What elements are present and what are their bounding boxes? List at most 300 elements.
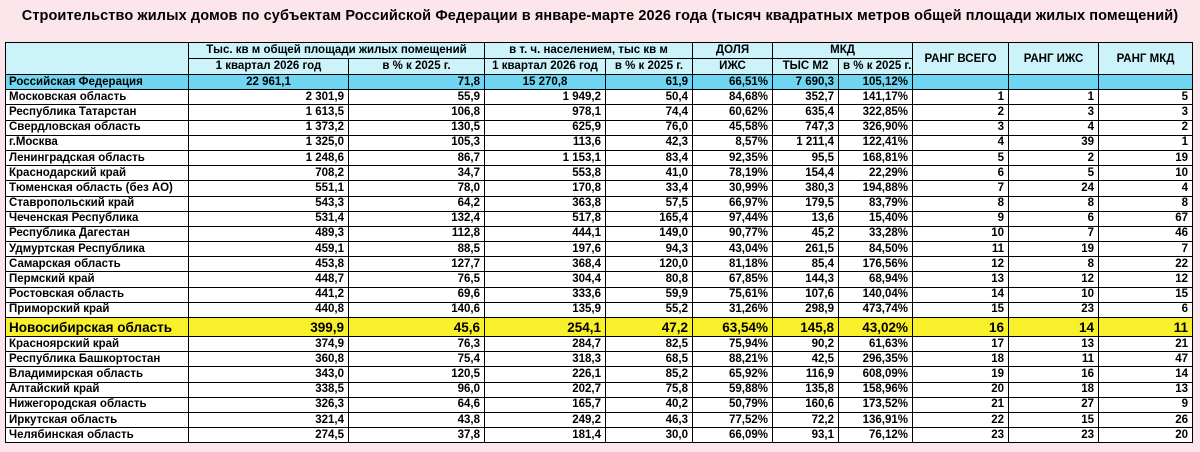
population-pct: 76,0: [606, 120, 693, 135]
total-area: 1 248,6: [189, 150, 349, 165]
total-pct: 76,3: [349, 337, 485, 352]
rank-total: 21: [913, 397, 1009, 412]
rank-total: 16: [913, 318, 1009, 337]
mkd-pct: 15,40%: [839, 211, 913, 226]
izhs-share: 60,62%: [693, 105, 773, 120]
mkd-area: 261,5: [773, 242, 839, 257]
population-area: 318,3: [485, 352, 606, 367]
rank-mkd: 22: [1099, 257, 1193, 272]
rank-total: 11: [913, 242, 1009, 257]
rank-mkd: 19: [1099, 150, 1193, 165]
population-pct: 33,4: [606, 181, 693, 196]
mkd-area: 95,5: [773, 150, 839, 165]
rank-izhs: 19: [1009, 242, 1099, 257]
federation-rank-total: [913, 75, 1009, 90]
population-area: 1 153,1: [485, 150, 606, 165]
region-name: Иркутская область: [6, 412, 189, 427]
table-row: [6, 226, 1193, 241]
mkd-pct: 326,90%: [839, 120, 913, 135]
total-pct: 55,9: [349, 90, 485, 105]
rank-izhs: 12: [1009, 272, 1099, 287]
rank-mkd: 21: [1099, 337, 1193, 352]
header-rank-mkd: РАНГ МКД: [1099, 43, 1193, 75]
rank-mkd: 15: [1099, 287, 1193, 302]
mkd-area: 85,4: [773, 257, 839, 272]
federation-rank-mkd: [1099, 75, 1193, 90]
population-pct: 50,4: [606, 90, 693, 105]
population-area: 181,4: [485, 428, 606, 443]
izhs-share: 67,85%: [693, 272, 773, 287]
population-area: 249,2: [485, 412, 606, 427]
population-area: 113,6: [485, 135, 606, 150]
mkd-area: 144,3: [773, 272, 839, 287]
population-area: 625,9: [485, 120, 606, 135]
izhs-share: 59,88%: [693, 382, 773, 397]
izhs-share: 66,09%: [693, 428, 773, 443]
total-pct: 86,7: [349, 150, 485, 165]
mkd-pct: 140,04%: [839, 287, 913, 302]
izhs-share: 90,77%: [693, 226, 773, 241]
izhs-share: 81,18%: [693, 257, 773, 272]
federation-name: Российская Федерация: [6, 75, 189, 90]
population-area: 363,8: [485, 196, 606, 211]
population-area: 202,7: [485, 382, 606, 397]
mkd-area: 635,4: [773, 105, 839, 120]
rank-izhs: 10: [1009, 287, 1099, 302]
mkd-pct: 158,96%: [839, 382, 913, 397]
total-area: 489,3: [189, 226, 349, 241]
region-name: Пермский край: [6, 272, 189, 287]
header-q1: 1 квартал 2026 год: [189, 59, 349, 75]
population-pct: 57,5: [606, 196, 693, 211]
population-area: 517,8: [485, 211, 606, 226]
izhs-share: 50,79%: [693, 397, 773, 412]
total-pct: 78,0: [349, 181, 485, 196]
rank-izhs: 7: [1009, 226, 1099, 241]
total-area: 543,3: [189, 196, 349, 211]
federation-pop: 15 270,8: [485, 75, 606, 90]
total-pct: 43,8: [349, 412, 485, 427]
mkd-pct: 141,17%: [839, 90, 913, 105]
mkd-pct: 84,50%: [839, 242, 913, 257]
total-area: 399,9: [189, 318, 349, 337]
total-area: 274,5: [189, 428, 349, 443]
region-name: Алтайский край: [6, 382, 189, 397]
table-row: [6, 302, 1193, 317]
total-area: 338,5: [189, 382, 349, 397]
federation-mkd-pct: 105,12%: [839, 75, 913, 90]
table-row: [6, 150, 1193, 165]
izhs-share: 45,58%: [693, 120, 773, 135]
izhs-share: 75,94%: [693, 337, 773, 352]
rank-mkd: 3: [1099, 105, 1193, 120]
rank-mkd: 11: [1099, 318, 1193, 337]
rank-izhs: 6: [1009, 211, 1099, 226]
total-area: 360,8: [189, 352, 349, 367]
table-row: [6, 181, 1193, 196]
rank-total: 13: [913, 272, 1009, 287]
izhs-share: 92,35%: [693, 150, 773, 165]
rank-izhs: 23: [1009, 428, 1099, 443]
rank-total: 23: [913, 428, 1009, 443]
rank-izhs: 11: [1009, 352, 1099, 367]
rank-mkd: 1: [1099, 135, 1193, 150]
population-area: 197,6: [485, 242, 606, 257]
rank-mkd: 5: [1099, 90, 1193, 105]
rank-mkd: 13: [1099, 382, 1193, 397]
region-name: Ставропольский край: [6, 196, 189, 211]
population-area: 254,1: [485, 318, 606, 337]
population-area: 284,7: [485, 337, 606, 352]
total-pct: 45,6: [349, 318, 485, 337]
rank-mkd: 46: [1099, 226, 1193, 241]
header-rank-total: РАНГ ВСЕГО: [913, 43, 1009, 75]
total-area: 440,8: [189, 302, 349, 317]
rank-mkd: 2: [1099, 120, 1193, 135]
mkd-area: 352,7: [773, 90, 839, 105]
total-pct: 69,6: [349, 287, 485, 302]
mkd-area: 145,8: [773, 318, 839, 337]
region-name: Чеченская Республика: [6, 211, 189, 226]
rank-mkd: 67: [1099, 211, 1193, 226]
population-area: 304,4: [485, 272, 606, 287]
total-pct: 130,5: [349, 120, 485, 135]
rank-total: 22: [913, 412, 1009, 427]
table-row: [6, 397, 1193, 412]
region-name: Владимирская область: [6, 367, 189, 382]
total-pct: 64,2: [349, 196, 485, 211]
mkd-pct: 608,09%: [839, 367, 913, 382]
izhs-share: 66,97%: [693, 196, 773, 211]
rank-izhs: 3: [1009, 105, 1099, 120]
population-pct: 74,4: [606, 105, 693, 120]
region-name: г.Москва: [6, 135, 189, 150]
total-area: 448,7: [189, 272, 349, 287]
region-name: Удмуртская Республика: [6, 242, 189, 257]
mkd-area: 380,3: [773, 181, 839, 196]
mkd-pct: 194,88%: [839, 181, 913, 196]
total-area: 459,1: [189, 242, 349, 257]
total-pct: 106,8: [349, 105, 485, 120]
header-mkd: МКД: [773, 43, 913, 59]
population-pct: 41,0: [606, 166, 693, 181]
population-pct: 42,3: [606, 135, 693, 150]
total-pct: 140,6: [349, 302, 485, 317]
table-row: [6, 352, 1193, 367]
mkd-pct: 176,56%: [839, 257, 913, 272]
rank-izhs: 14: [1009, 318, 1099, 337]
population-area: 226,1: [485, 367, 606, 382]
mkd-area: 160,6: [773, 397, 839, 412]
region-name: Челябинская область: [6, 428, 189, 443]
mkd-area: 107,6: [773, 287, 839, 302]
izhs-share: 88,21%: [693, 352, 773, 367]
rank-mkd: 14: [1099, 367, 1193, 382]
population-pct: 165,4: [606, 211, 693, 226]
total-area: 441,2: [189, 287, 349, 302]
rank-total: 17: [913, 337, 1009, 352]
housing-table: [5, 42, 1193, 443]
total-pct: 120,5: [349, 367, 485, 382]
rank-izhs: 5: [1009, 166, 1099, 181]
mkd-pct: 473,74%: [839, 302, 913, 317]
total-pct: 64,6: [349, 397, 485, 412]
total-pct: 37,8: [349, 428, 485, 443]
table-row: [6, 211, 1193, 226]
izhs-share: 77,52%: [693, 412, 773, 427]
mkd-area: 93,1: [773, 428, 839, 443]
table-row: [6, 166, 1193, 181]
federation-rank-izhs: [1009, 75, 1099, 90]
total-area: 551,1: [189, 181, 349, 196]
rank-total: 5: [913, 150, 1009, 165]
federation-row: [6, 75, 1193, 90]
total-area: 1 613,5: [189, 105, 349, 120]
izhs-share: 63,54%: [693, 318, 773, 337]
region-name: Приморский край: [6, 302, 189, 317]
region-name: Новосибирская область: [6, 318, 189, 337]
header-q1-pop: 1 квартал 2026 год: [485, 59, 606, 75]
mkd-area: 72,2: [773, 412, 839, 427]
total-area: 2 301,9: [189, 90, 349, 105]
rank-total: 7: [913, 181, 1009, 196]
region-name: Тюменская область (без АО): [6, 181, 189, 196]
header-izhs: ИЖС: [693, 59, 773, 75]
header-population-group: в т. ч. населением, тыс кв м: [485, 43, 693, 59]
population-pct: 40,2: [606, 397, 693, 412]
mkd-pct: 173,52%: [839, 397, 913, 412]
region-name: Республика Дагестан: [6, 226, 189, 241]
population-pct: 55,2: [606, 302, 693, 317]
table-row: [6, 382, 1193, 397]
total-area: 531,4: [189, 211, 349, 226]
rank-izhs: 16: [1009, 367, 1099, 382]
mkd-pct: 296,35%: [839, 352, 913, 367]
population-area: 553,8: [485, 166, 606, 181]
mkd-area: 298,9: [773, 302, 839, 317]
izhs-share: 8,57%: [693, 135, 773, 150]
total-pct: 88,5: [349, 242, 485, 257]
total-pct: 96,0: [349, 382, 485, 397]
mkd-pct: 83,79%: [839, 196, 913, 211]
region-name: Свердловская область: [6, 120, 189, 135]
rank-izhs: 27: [1009, 397, 1099, 412]
rank-izhs: 8: [1009, 257, 1099, 272]
page-title: Строительство жилых домов по субъектам Российской Федерации в январе-марте 2026 года (тысяч квадратных метров общей площади жилых помещений): [21, 8, 1179, 24]
region-name: Нижегородская область: [6, 397, 189, 412]
total-area: 708,2: [189, 166, 349, 181]
population-pct: 120,0: [606, 257, 693, 272]
population-area: 170,8: [485, 181, 606, 196]
total-area: 343,0: [189, 367, 349, 382]
rank-izhs: 18: [1009, 382, 1099, 397]
table-row: [6, 90, 1193, 105]
mkd-area: 45,2: [773, 226, 839, 241]
rank-izhs: 15: [1009, 412, 1099, 427]
table-row: [6, 135, 1193, 150]
total-pct: 127,7: [349, 257, 485, 272]
rank-mkd: 26: [1099, 412, 1193, 427]
rank-mkd: 7: [1099, 242, 1193, 257]
rank-mkd: 6: [1099, 302, 1193, 317]
izhs-share: 65,92%: [693, 367, 773, 382]
rank-izhs: 23: [1009, 302, 1099, 317]
region-name: Московская область: [6, 90, 189, 105]
mkd-pct: 122,41%: [839, 135, 913, 150]
table-row: [6, 257, 1193, 272]
header-share: ДОЛЯ: [693, 43, 773, 59]
table-row: [6, 272, 1193, 287]
total-area: 1 373,2: [189, 120, 349, 135]
total-area: 453,8: [189, 257, 349, 272]
rank-izhs: 4: [1009, 120, 1099, 135]
header-blank: [6, 43, 189, 75]
rank-total: 18: [913, 352, 1009, 367]
rank-izhs: 13: [1009, 337, 1099, 352]
rank-izhs: 8: [1009, 196, 1099, 211]
region-name: Красноярский край: [6, 337, 189, 352]
rank-total: 20: [913, 382, 1009, 397]
table-row: [6, 412, 1193, 427]
mkd-area: 154,4: [773, 166, 839, 181]
izhs-share: 30,99%: [693, 181, 773, 196]
federation-mkd: 7 690,3: [773, 75, 839, 90]
table-row: [6, 120, 1193, 135]
mkd-area: 747,3: [773, 120, 839, 135]
region-name: Самарская область: [6, 257, 189, 272]
header-tys-m2: ТЫС М2: [773, 59, 839, 75]
mkd-pct: 322,85%: [839, 105, 913, 120]
rank-total: 12: [913, 257, 1009, 272]
izhs-share: 31,26%: [693, 302, 773, 317]
header-pct-pop: в % к 2025 г.: [606, 59, 693, 75]
mkd-pct: 136,91%: [839, 412, 913, 427]
population-pct: 59,9: [606, 287, 693, 302]
table-row: [6, 337, 1193, 352]
rank-izhs: 2: [1009, 150, 1099, 165]
mkd-pct: 76,12%: [839, 428, 913, 443]
population-area: 165,7: [485, 397, 606, 412]
mkd-pct: 168,81%: [839, 150, 913, 165]
federation-share: 66,51%: [693, 75, 773, 90]
region-name: Республика Башкортостан: [6, 352, 189, 367]
total-pct: 34,7: [349, 166, 485, 181]
population-area: 333,6: [485, 287, 606, 302]
population-area: 444,1: [485, 226, 606, 241]
rank-total: 19: [913, 367, 1009, 382]
population-pct: 46,3: [606, 412, 693, 427]
population-pct: 82,5: [606, 337, 693, 352]
table-row: [6, 428, 1193, 443]
mkd-area: 135,8: [773, 382, 839, 397]
population-area: 135,9: [485, 302, 606, 317]
header-pct-mkd: в % к 2025 г.: [839, 59, 913, 75]
population-pct: 68,5: [606, 352, 693, 367]
federation-total: 22 961,1: [189, 75, 349, 90]
rank-total: 9: [913, 211, 1009, 226]
table-row: [6, 242, 1193, 257]
rank-izhs: 1: [1009, 90, 1099, 105]
rank-total: 2: [913, 105, 1009, 120]
mkd-pct: 61,63%: [839, 337, 913, 352]
mkd-area: 1 211,4: [773, 135, 839, 150]
population-pct: 85,2: [606, 367, 693, 382]
rank-mkd: 4: [1099, 181, 1193, 196]
rank-izhs: 24: [1009, 181, 1099, 196]
region-name: Краснодарский край: [6, 166, 189, 181]
total-pct: 76,5: [349, 272, 485, 287]
rank-mkd: 20: [1099, 428, 1193, 443]
header-rank-izhs: РАНГ ИЖС: [1009, 43, 1099, 75]
table-row: [6, 105, 1193, 120]
population-pct: 80,8: [606, 272, 693, 287]
rank-total: 15: [913, 302, 1009, 317]
header-row-1: [6, 43, 1193, 59]
izhs-share: 78,19%: [693, 166, 773, 181]
rank-mkd: 12: [1099, 272, 1193, 287]
federation-pct: 71,8: [349, 75, 485, 90]
table-row: [6, 287, 1193, 302]
table-row: [6, 367, 1193, 382]
mkd-area: 179,5: [773, 196, 839, 211]
rank-mkd: 47: [1099, 352, 1193, 367]
population-pct: 47,2: [606, 318, 693, 337]
total-pct: 105,3: [349, 135, 485, 150]
federation-pop-pct: 61,9: [606, 75, 693, 90]
total-pct: 132,4: [349, 211, 485, 226]
mkd-area: 42,5: [773, 352, 839, 367]
total-pct: 112,8: [349, 226, 485, 241]
mkd-pct: 33,28%: [839, 226, 913, 241]
rank-total: 14: [913, 287, 1009, 302]
mkd-area: 116,9: [773, 367, 839, 382]
rank-izhs: 39: [1009, 135, 1099, 150]
population-pct: 149,0: [606, 226, 693, 241]
rank-total: 8: [913, 196, 1009, 211]
population-pct: 83,4: [606, 150, 693, 165]
total-pct: 75,4: [349, 352, 485, 367]
rank-mkd: 10: [1099, 166, 1193, 181]
rank-total: 6: [913, 166, 1009, 181]
mkd-pct: 43,02%: [839, 318, 913, 337]
population-pct: 30,0: [606, 428, 693, 443]
population-area: 978,1: [485, 105, 606, 120]
region-name: Ленинградская область: [6, 150, 189, 165]
header-total-group: Тыс. кв м общей площади жилых помещений: [189, 43, 485, 59]
rank-mkd: 9: [1099, 397, 1193, 412]
rank-total: 3: [913, 120, 1009, 135]
izhs-share: 84,68%: [693, 90, 773, 105]
region-name: Ростовская область: [6, 287, 189, 302]
rank-total: 4: [913, 135, 1009, 150]
izhs-share: 97,44%: [693, 211, 773, 226]
mkd-pct: 22,29%: [839, 166, 913, 181]
header-pct: в % к 2025 г.: [349, 59, 485, 75]
izhs-share: 75,61%: [693, 287, 773, 302]
table-row: [6, 318, 1193, 337]
total-area: 326,3: [189, 397, 349, 412]
mkd-pct: 68,94%: [839, 272, 913, 287]
total-area: 321,4: [189, 412, 349, 427]
total-area: 374,9: [189, 337, 349, 352]
rank-total: 1: [913, 90, 1009, 105]
population-area: 368,4: [485, 257, 606, 272]
total-area: 1 325,0: [189, 135, 349, 150]
rank-mkd: 8: [1099, 196, 1193, 211]
region-name: Республика Татарстан: [6, 105, 189, 120]
population-pct: 75,8: [606, 382, 693, 397]
izhs-share: 43,04%: [693, 242, 773, 257]
